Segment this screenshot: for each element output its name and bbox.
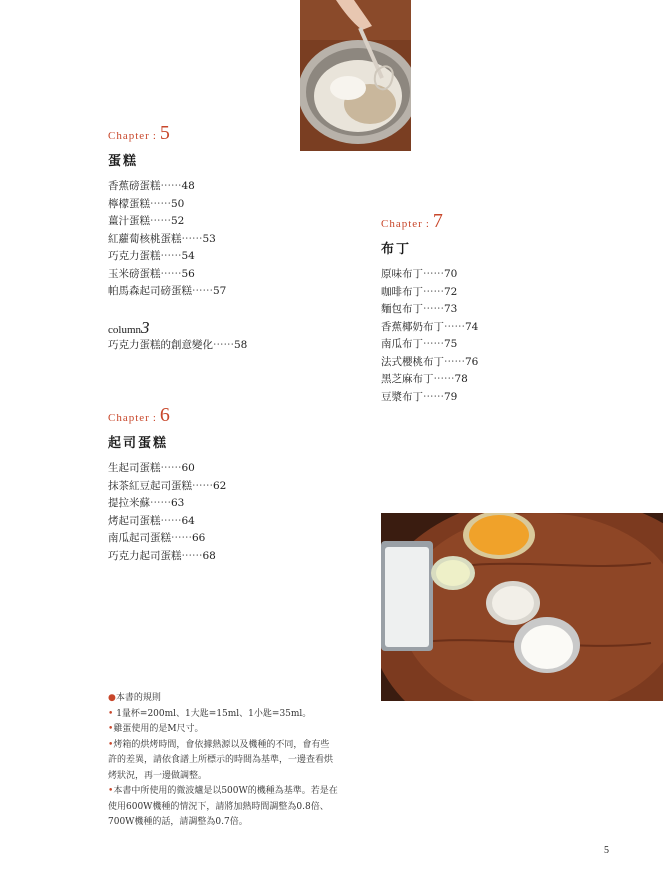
photo-ingredients (381, 513, 663, 701)
toc-item[interactable]: 帕馬森起司磅蛋糕⋯⋯57 (108, 285, 227, 297)
toc-item[interactable]: 檸檬蛋糕⋯⋯50 (108, 197, 185, 210)
chapter7-label: Chapter (381, 218, 423, 230)
page-number: 5 (604, 845, 609, 856)
chapter6-label: Chapter (108, 412, 150, 424)
toc-item[interactable]: 咖啡布丁⋯⋯72 (381, 285, 458, 298)
toc-item[interactable]: 提拉米蘇⋯⋯63 (108, 497, 185, 509)
toc-item[interactable]: 香蕉椰奶布丁⋯⋯74 (381, 320, 479, 333)
chapter5-list (108, 178, 226, 301)
rules-line: •雞蛋使用的是M尺寸。 (108, 724, 204, 734)
column3-heading (108, 318, 150, 338)
toc-item[interactable]: 巧克力起司蛋糕⋯⋯68 (108, 549, 216, 562)
chapter6-list (108, 460, 226, 565)
rules-heading: ●本書的規則 (108, 693, 161, 703)
chapter5-heading: Chapter : 5 (108, 122, 170, 144)
column3-list (108, 337, 247, 355)
chapter5-title: 蛋糕 (108, 154, 139, 169)
chapter5-label: Chapter (108, 130, 150, 142)
bullet-icon: ● (108, 693, 116, 703)
toc-item[interactable]: 原味布丁⋯⋯70 (381, 268, 458, 280)
toc-item[interactable]: 南瓜起司蛋糕⋯⋯66 (108, 532, 206, 544)
chapter6-title: 起司蛋糕 (108, 436, 169, 451)
chapter7-list (381, 266, 478, 406)
toc-item[interactable]: 南瓜布丁⋯⋯75 (381, 338, 458, 350)
column3-label: column (108, 324, 141, 336)
column3-number: 3 (141, 318, 150, 337)
chapter5-number: 5 (159, 122, 170, 144)
toc-item[interactable]: 香蕉磅蛋糕⋯⋯48 (108, 180, 195, 192)
photo-mixing-bowl (300, 0, 411, 151)
toc-item[interactable]: 薑汁蛋糕⋯⋯52 (108, 215, 185, 227)
book-rules (108, 691, 338, 831)
toc-item[interactable]: 巧克力蛋糕⋯⋯54 (108, 250, 195, 262)
toc-item[interactable]: 生起司蛋糕⋯⋯60 (108, 462, 195, 474)
toc-item[interactable]: 法式櫻桃布丁⋯⋯76 (381, 355, 479, 368)
toc-item[interactable]: 玉米磅蛋糕⋯⋯56 (108, 267, 195, 280)
toc-item[interactable]: 烤起司蛋糕⋯⋯64 (108, 514, 195, 527)
toc-item[interactable]: 巧克力蛋糕的創意變化⋯⋯58 (108, 339, 248, 351)
rules-line: •烤箱的烘烤時間，會依據熱源以及機種的不同，會有些許的差異，請依食譜上所標示的時間為基準，一邊查看烘烤狀況，再一邊做調整。 (108, 739, 334, 781)
toc-item[interactable]: 豆漿布丁⋯⋯79 (381, 390, 458, 403)
toc-item[interactable]: 麵包布丁⋯⋯73 (381, 303, 458, 315)
chapter6-number: 6 (159, 404, 170, 426)
toc-item[interactable]: 抹茶紅豆起司蛋糕⋯⋯62 (108, 479, 227, 492)
toc-item[interactable]: 紅蘿蔔核桃蛋糕⋯⋯53 (108, 232, 216, 245)
chapter7-title: 布丁 (381, 242, 412, 257)
chapter7-number: 7 (432, 210, 443, 232)
chapter6-heading: Chapter : 6 (108, 404, 170, 426)
rules-line: •本書中所使用的微波爐是以500W的機種為基準。若是在使用600W機種的情況下，請將加熱時間調整為0.8倍、700W機種的話，請調整為0.7倍。 (108, 786, 338, 827)
chapter7-heading: Chapter : 7 (381, 210, 443, 232)
rules-line: • 1量杯=200ml、1大匙=15ml、1小匙=35ml。 (108, 708, 312, 719)
toc-item[interactable]: 黑芝麻布丁⋯⋯78 (381, 373, 468, 385)
